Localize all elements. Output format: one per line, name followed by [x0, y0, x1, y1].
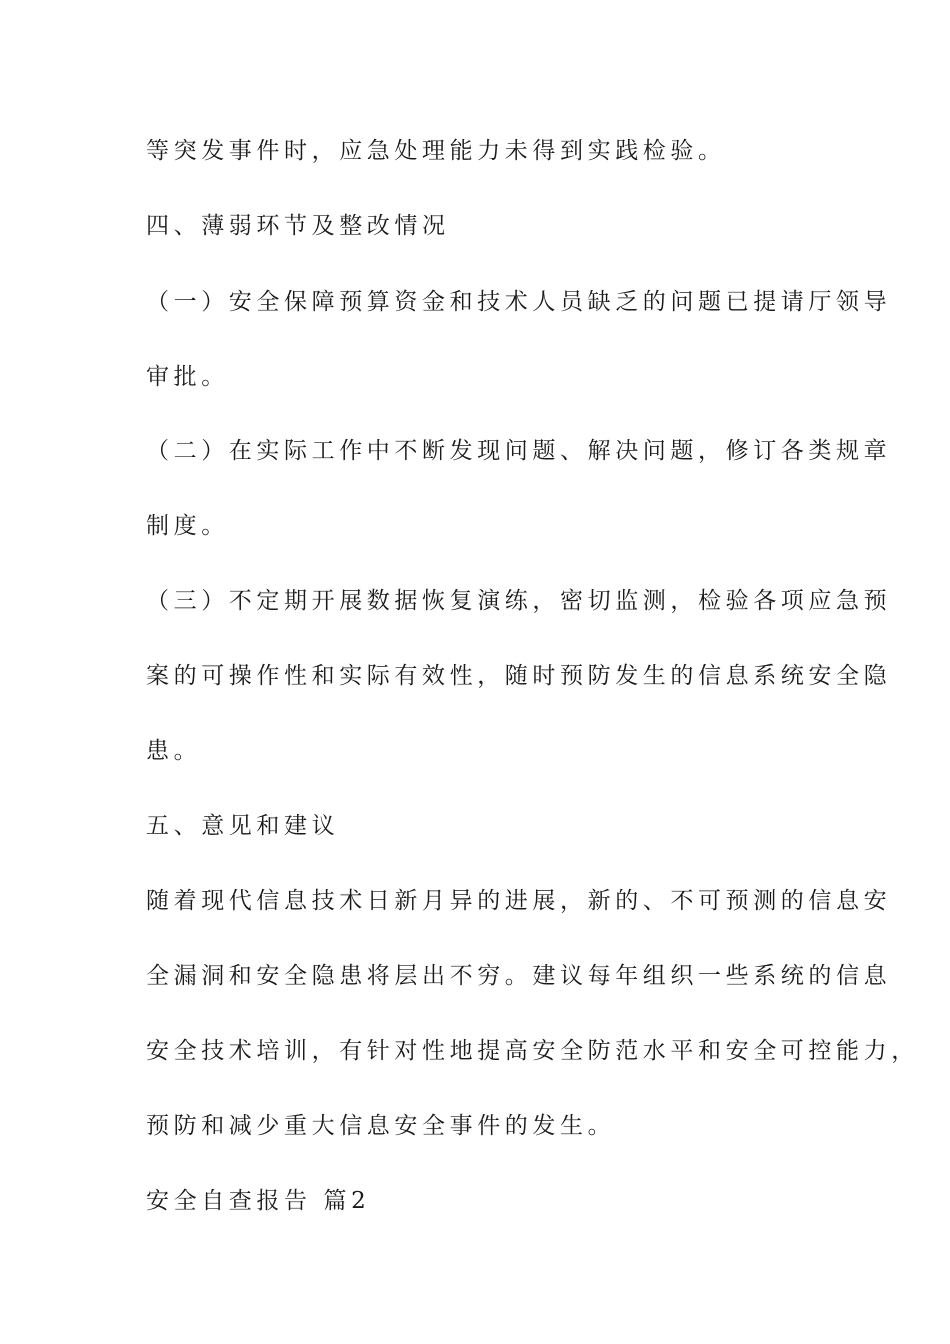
article-title: 安全自查报告 篇2 [146, 1188, 371, 1214]
section-heading-suggestions: 五、意见和建议 [146, 813, 340, 839]
paragraph-line: 预防和减少重大信息安全事件的发生。 [146, 1113, 616, 1139]
list-item-3: （三）不定期开展数据恢复演练，密切监测，检验各项应急预 [146, 588, 892, 614]
paragraph-line: 全漏洞和安全隐患将层出不穷。建议每年组织一些系统的信息 [146, 963, 892, 989]
list-item-2: （二）在实际工作中不断发现问题、解决问题，修订各类规章 [146, 438, 892, 464]
list-item-3-end: 患。 [146, 738, 202, 764]
list-item-3-continued: 案的可操作性和实际有效性，随时预防发生的信息系统安全隐 [146, 663, 892, 689]
paragraph-line: 安全技术培训，有针对性地提高安全防范水平和安全可控能力， [146, 1038, 919, 1064]
paragraph-line: 等突发事件时，应急处理能力未得到实践检验。 [146, 138, 726, 164]
list-item-1-continued: 审批。 [146, 364, 229, 390]
paragraph-line: 随着现代信息技术日新月异的进展，新的、不可预测的信息安 [146, 888, 892, 914]
list-item-1: （一）安全保障预算资金和技术人员缺乏的问题已提请厅领导 [146, 289, 892, 315]
list-item-2-continued: 制度。 [146, 513, 229, 539]
section-heading-weaknesses: 四、薄弱环节及整改情况 [146, 213, 450, 239]
